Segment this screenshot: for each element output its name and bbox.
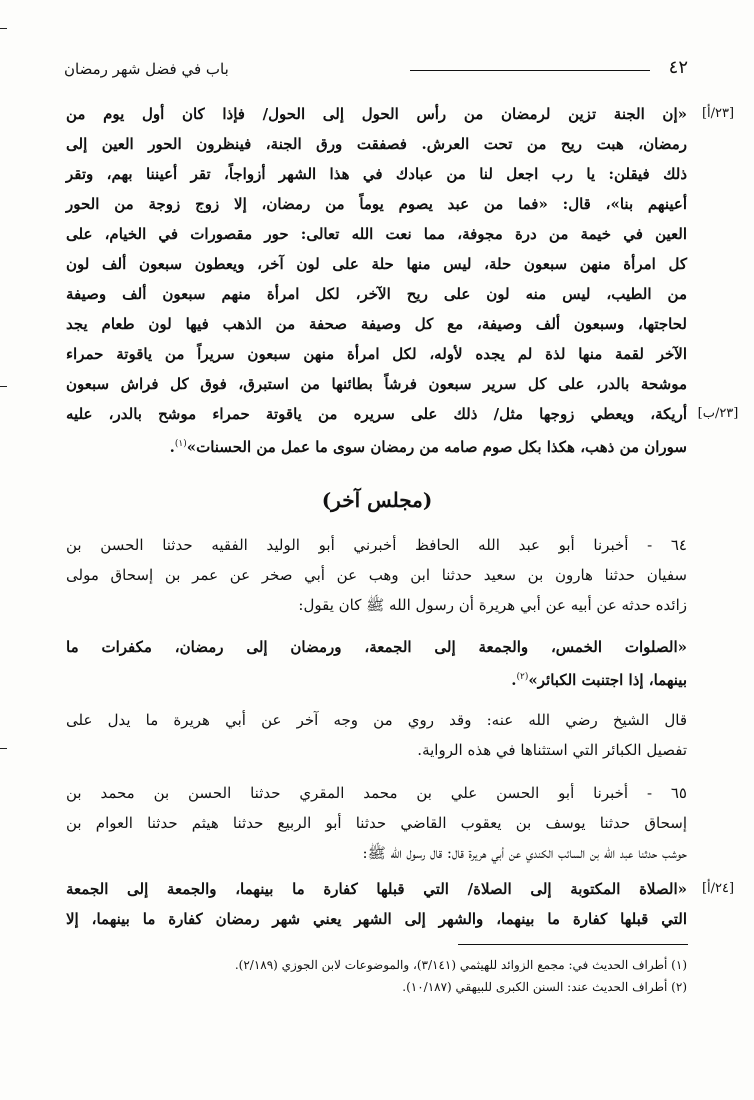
text-line: سوران من ذهب، هكذا بكل صوم صامه من رمضان سوى ما عمل من الحسنات»$^{(١)}$.: [169, 438, 687, 456]
manuscript-folio-marker: [٢٣/ب]: [697, 406, 739, 421]
text-line: تفصيل الكبائر التي استثناها في هذه الرواية.: [417, 741, 687, 759]
text-line: رمضان، هبت ريح من تحت العرش. فصفقت ورق الجنة، فينظرون الحور العين إلى: [66, 135, 687, 153]
text-line: التي قبلها كفارة ما بينهما، والشهر إلى الشهر يعني شهر رمضان كفارة ما بينهما، إلا: [66, 910, 687, 928]
page-header: [64, 56, 688, 86]
text-line: ذلك فيقلن: يا رب اجعل لنا من عبادك في هذا الشهر أزواجاً، تقر أعيننا بهم، وتقر: [66, 165, 687, 183]
manuscript-folio-marker: [٢٣/أ]: [701, 106, 735, 121]
scan-edge-mark: [0, 28, 7, 29]
text-line: ٦٤ - أخبرنا أبو عبد الله الحافظ أخبرني أبو الوليد الفقيه حدثنا الحسن بن: [66, 536, 687, 554]
text-line: بينهما، إذا اجتنبت الكبائر»$^{(٢)}$.: [511, 671, 687, 689]
text-line: الآخر لقمة منها لذة لم يجده لأوله، لكل امرأة منهن سبعون سريراً من ياقوتة حمراء: [66, 345, 687, 363]
text-line: أريكة، ويعطي زوجها مثل/ ذلك على سريره من ياقوتة حمراء موشح بالدر، عليه: [66, 405, 687, 423]
scan-edge-mark: [0, 748, 7, 749]
text-line: موشحة بالدر، على كل سرير سبعون فرشاً بطائنها من استبرق، فوق كل فراش سبعون: [66, 375, 687, 393]
text-segment: بينهما، إذا اجتنبت الكبائر»: [528, 671, 687, 689]
text-line: «الصلوات الخمس، والجمعة إلى الجمعة، ورمضان إلى رمضان، مكفرات ما: [66, 638, 687, 656]
section-heading: (مجلس آخر): [321, 488, 433, 512]
text-line: إسحاق حدثنا يوسف بن يعقوب القاضي حدثنا أبو الربيع حدثنا هيثم حدثنا العوام بن: [66, 814, 687, 832]
text-line: سفيان حدثنا هارون بن سعيد حدثنا ابن وهب عن أبي صخر عن عمر بن إسحاق مولى: [66, 566, 687, 584]
scan-edge-mark: [0, 386, 7, 387]
page-number: ٤٢: [668, 57, 688, 78]
text-line: أعينهم بنا»، قال: «فما من عبد يصوم يوماً من رمضان، إلا زوج زوجة من الحور: [66, 195, 687, 213]
text-line: «إن الجنة تزين لرمضان من رأس الحول إلى الحول/ فإذا كان أول يوم من: [66, 105, 687, 123]
header-rule: [410, 70, 650, 71]
text-line: من الطيب، ليس منه لون على ريح الآخر، لكل امرأة منهم سبعون ألف وصيفة: [66, 285, 687, 303]
text-line: لحاجتها، وسبعون ألف وصيفة، مع كل وصيفة صحفة من الذهب فيها لون طعام يجد: [66, 315, 687, 333]
footnote-reference: (٢): [516, 672, 529, 682]
manuscript-folio-marker: [٢٤/أ]: [701, 881, 735, 896]
text-line: العين في خيمة من درة مجوفة، مما نعت الله تعالى: حور مقصورات في الخيام، على: [66, 225, 687, 243]
text-line: زائده حدثه عن أبيه عن أبي هريرة أن رسول الله ﷺ كان يقول:: [298, 596, 687, 614]
text-line: قال الشيخ رضي الله عنه: وقد روي من وجه آخر عن أبي هريرة ما يدل على: [66, 711, 687, 729]
footnote: (٢) أطراف الحديث عند: السنن الكبرى للبيهقي (١٠/١٨٧).: [402, 980, 687, 994]
text-segment: سوران من ذهب، هكذا بكل صوم صامه من رمضان سوى ما عمل من الحسنات»: [186, 438, 687, 456]
chapter-title: باب في فضل شهر رمضان: [64, 60, 229, 78]
footnote-reference: (١): [174, 439, 187, 449]
text-line: كل امرأة منهن سبعون حلة، ليس منها حلة على لون آخر، ويعطون سبعون ألف لون: [66, 255, 687, 273]
text-line: «الصلاة المكتوبة إلى الصلاة/ التي قبلها كفارة ما بينهما، والجمعة إلى الجمعة: [66, 880, 687, 898]
text-line: ٦٥ - أخبرنا أبو الحسن علي بن محمد المقري حدثنا الحسن بن محمد بن: [66, 784, 687, 802]
text-line: حوشب حدثنا عبد الله بن السائب الكندي عن أبي هريرة قال: قال رسول الله ﷺ:: [362, 844, 687, 862]
footnote-rule: [458, 944, 688, 945]
footnote: (١) أطراف الحديث في: مجمع الزوائد للهيثمي (٣/١٤١)، والموضوعات لابن الجوزي (٢/١٨٩).: [234, 958, 687, 972]
